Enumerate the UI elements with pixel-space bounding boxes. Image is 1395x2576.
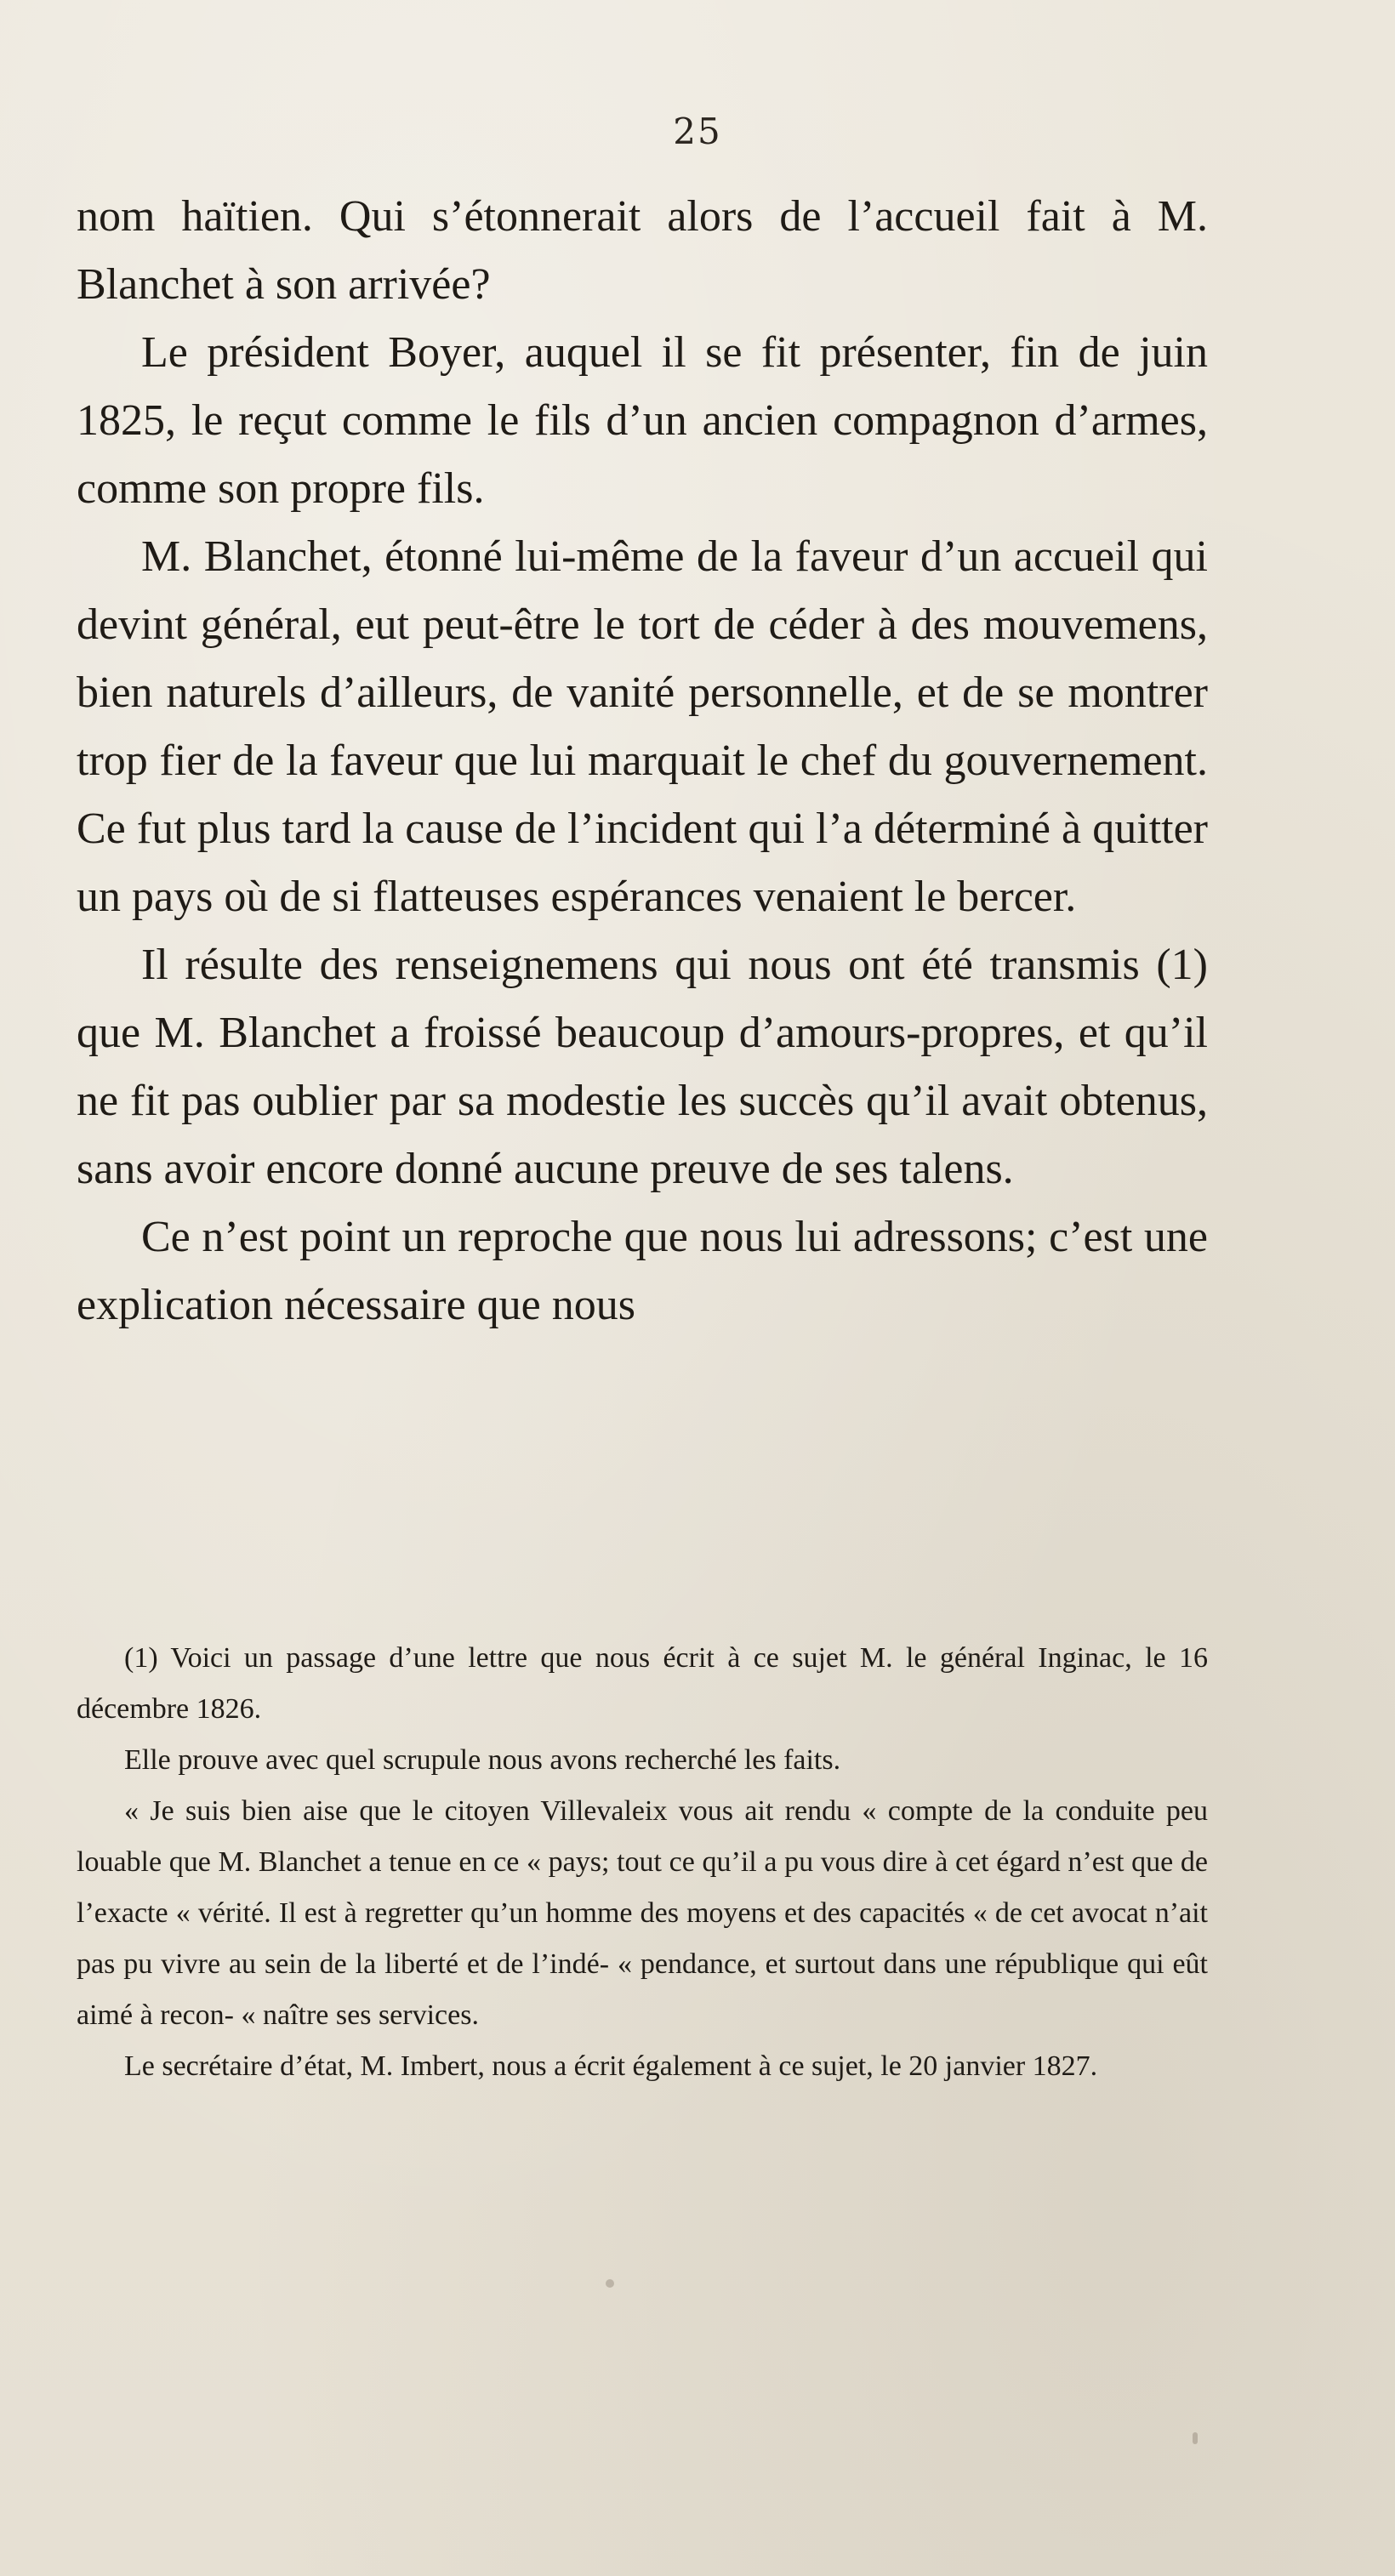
footnote [77,1633,1208,2092]
main-text [77,183,1208,1339]
paragraph: Il résulte des renseignemens qui nous ont été transmis (1) que M. Blanchet a froissé beaucoup d’amours-propres, et qu’il ne fit pas oublier par sa modestie les succès qu’il avait obtenus, sans avoir encore donné aucune preuve de ses talens. [77,941,1208,1193]
paper-speck [1193,2432,1198,2444]
paragraph: Ce n’est point un reproche que nous lui adressons; c’est une explication nécessaire que nous [77,1213,1208,1329]
page-number: 25 [673,111,722,152]
paper-speck [606,2279,614,2288]
paragraph: nom haïtien. Qui s’étonnerait alors de l’accueil fait à M. Blanchet à son arrivée? [77,192,1208,309]
footnote-line: Le secrétaire d’état, M. Imbert, nous a écrit également à ce sujet, le 20 janvier 1827. [124,2050,1098,2082]
footnote-line: (1) Voici un passage d’une lettre que nous écrit à ce sujet M. le général Inginac, le 16 décembre 1826. [77,1642,1208,1725]
footnote-line: Elle prouve avec quel scrupule nous avons recherché les faits. [124,1744,841,1776]
paragraph: M. Blanchet, étonné lui-même de la faveur d’un accueil qui devint général, eut peut-être le tort de céder à des mouvemens, bien naturels d’ailleurs, de vanité personnelle, et de se montrer trop fier de la faveur que lui marquait le chef du gouvernement. Ce fut plus tard la cause de l’incident qui l’a déterminé à quitter un pays où de si flatteuses espérances venaient le bercer. [77,532,1208,921]
footnote-quote: « Je suis bien aise que le citoyen Villevaleix vous ait rendu « compte de la conduite peu louable que M. Blanchet a tenue en ce « pays; tout ce qu’il a pu vous dire à cet égard n’est que de l’exacte « vérité. Il est à regretter qu’un homme des moyens et des capacités « de cet avocat n’ait pas pu vivre au sein de la liberté et de l’indé- « pendance, et surtout dans une république qui eût aimé à recon- « naître ses services. [77,1795,1208,2031]
paragraph: Le président Boyer, auquel il se fit présenter, fin de juin 1825, le reçut comme le fils d’un ancien compagnon d’armes, comme son propre fils. [77,328,1208,513]
